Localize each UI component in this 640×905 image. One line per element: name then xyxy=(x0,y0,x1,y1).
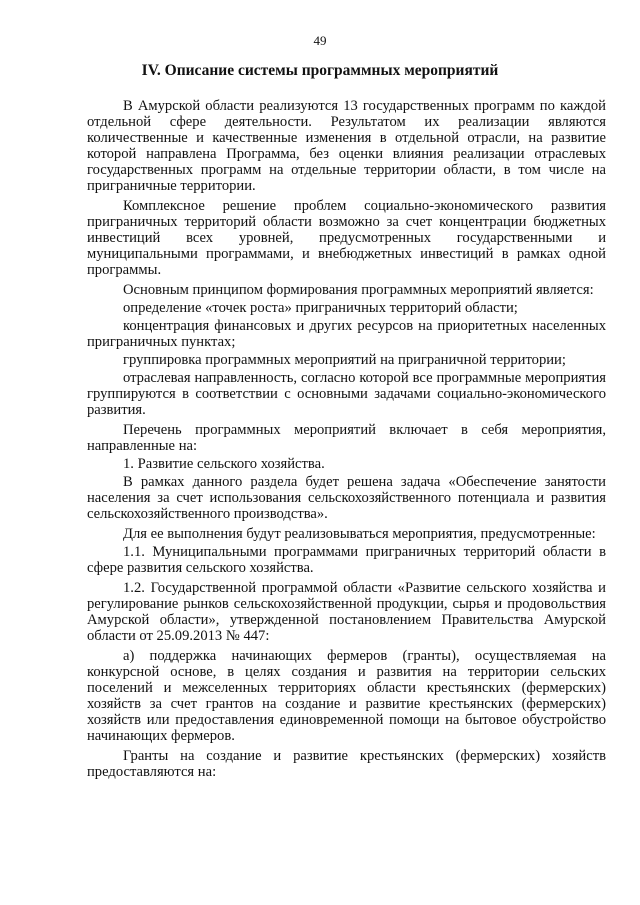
section-heading: IV. Описание системы программных мероприятий xyxy=(141,62,499,79)
list-item: концентрация финансовых и других ресурсов на приоритетных населенных приграничных пунктах; xyxy=(87,318,606,350)
paragraph: Основным принципом формирования программных мероприятий является: xyxy=(123,282,594,298)
list-item: группировка программных мероприятий на приграничной территории; xyxy=(123,352,566,368)
list-item: отраслевая направленность, согласно которой все программные мероприятия группируются в соответствии с основными задачами социально-экономического развития. xyxy=(87,370,606,418)
paragraph: В Амурской области реализуются 13 государственных программ по каждой отдельной сфере деятельности. Результатом их реализации являются количественные и качественные изменения в отдельной отрасли, на развитие которой направлена Программа, без оценки влияния реализации отраслевых государственных программ на отдельные территории области, в том числе на приграничные территории. xyxy=(87,98,606,194)
list-item: определение «точек роста» приграничных территорий области; xyxy=(123,300,518,316)
paragraph: Перечень программных мероприятий включает в себя мероприятия, направленные на: xyxy=(87,422,606,454)
section-item: 1. Развитие сельского хозяйства. xyxy=(123,456,325,472)
subsection-item: 1.2. Государственной программой области «Развитие сельского хозяйства и регулирование рынков сельскохозяйственной продукции, сырья и продовольствия Амурской области», утвержденной постановлением Правительства Амурской области от 25.09.2013 № 447: xyxy=(87,580,606,644)
paragraph: а) поддержка начинающих фермеров (гранты), осуществляемая на конкурсной основе, в целях создания и развития на территории сельских поселений и межселенных территориях области крестьянских (фермерских) хозяйств за счет грантов на создание и развитие крестьянских (фермерских) хозяйств или предоставления единовременной помощи на бытовое обустройство начинающих фермеров. xyxy=(87,648,606,744)
paragraph: Гранты на создание и развитие крестьянских (фермерских) хозяйств предоставляются на: xyxy=(87,748,606,780)
paragraph: Для ее выполнения будут реализовываться мероприятия, предусмотренные: xyxy=(123,526,596,542)
paragraph: Комплексное решение проблем социально-экономического развития приграничных территорий области возможно за счет концентрации бюджетных инвестиций всех уровней, предусмотренных государственными и муниципальными программами, и внебюджетных инвестиций в рамках одной программы. xyxy=(87,198,606,278)
document-body xyxy=(87,98,606,784)
subsection-item: 1.1. Муниципальными программами приграничных территорий области в сфере развития сельского хозяйства. xyxy=(87,544,606,576)
page-number: 49 xyxy=(313,33,327,48)
paragraph: В рамках данного раздела будет решена задача «Обеспечение занятости населения за счет использования сельскохозяйственного потенциала и развития сельскохозяйственного производства». xyxy=(87,474,606,522)
